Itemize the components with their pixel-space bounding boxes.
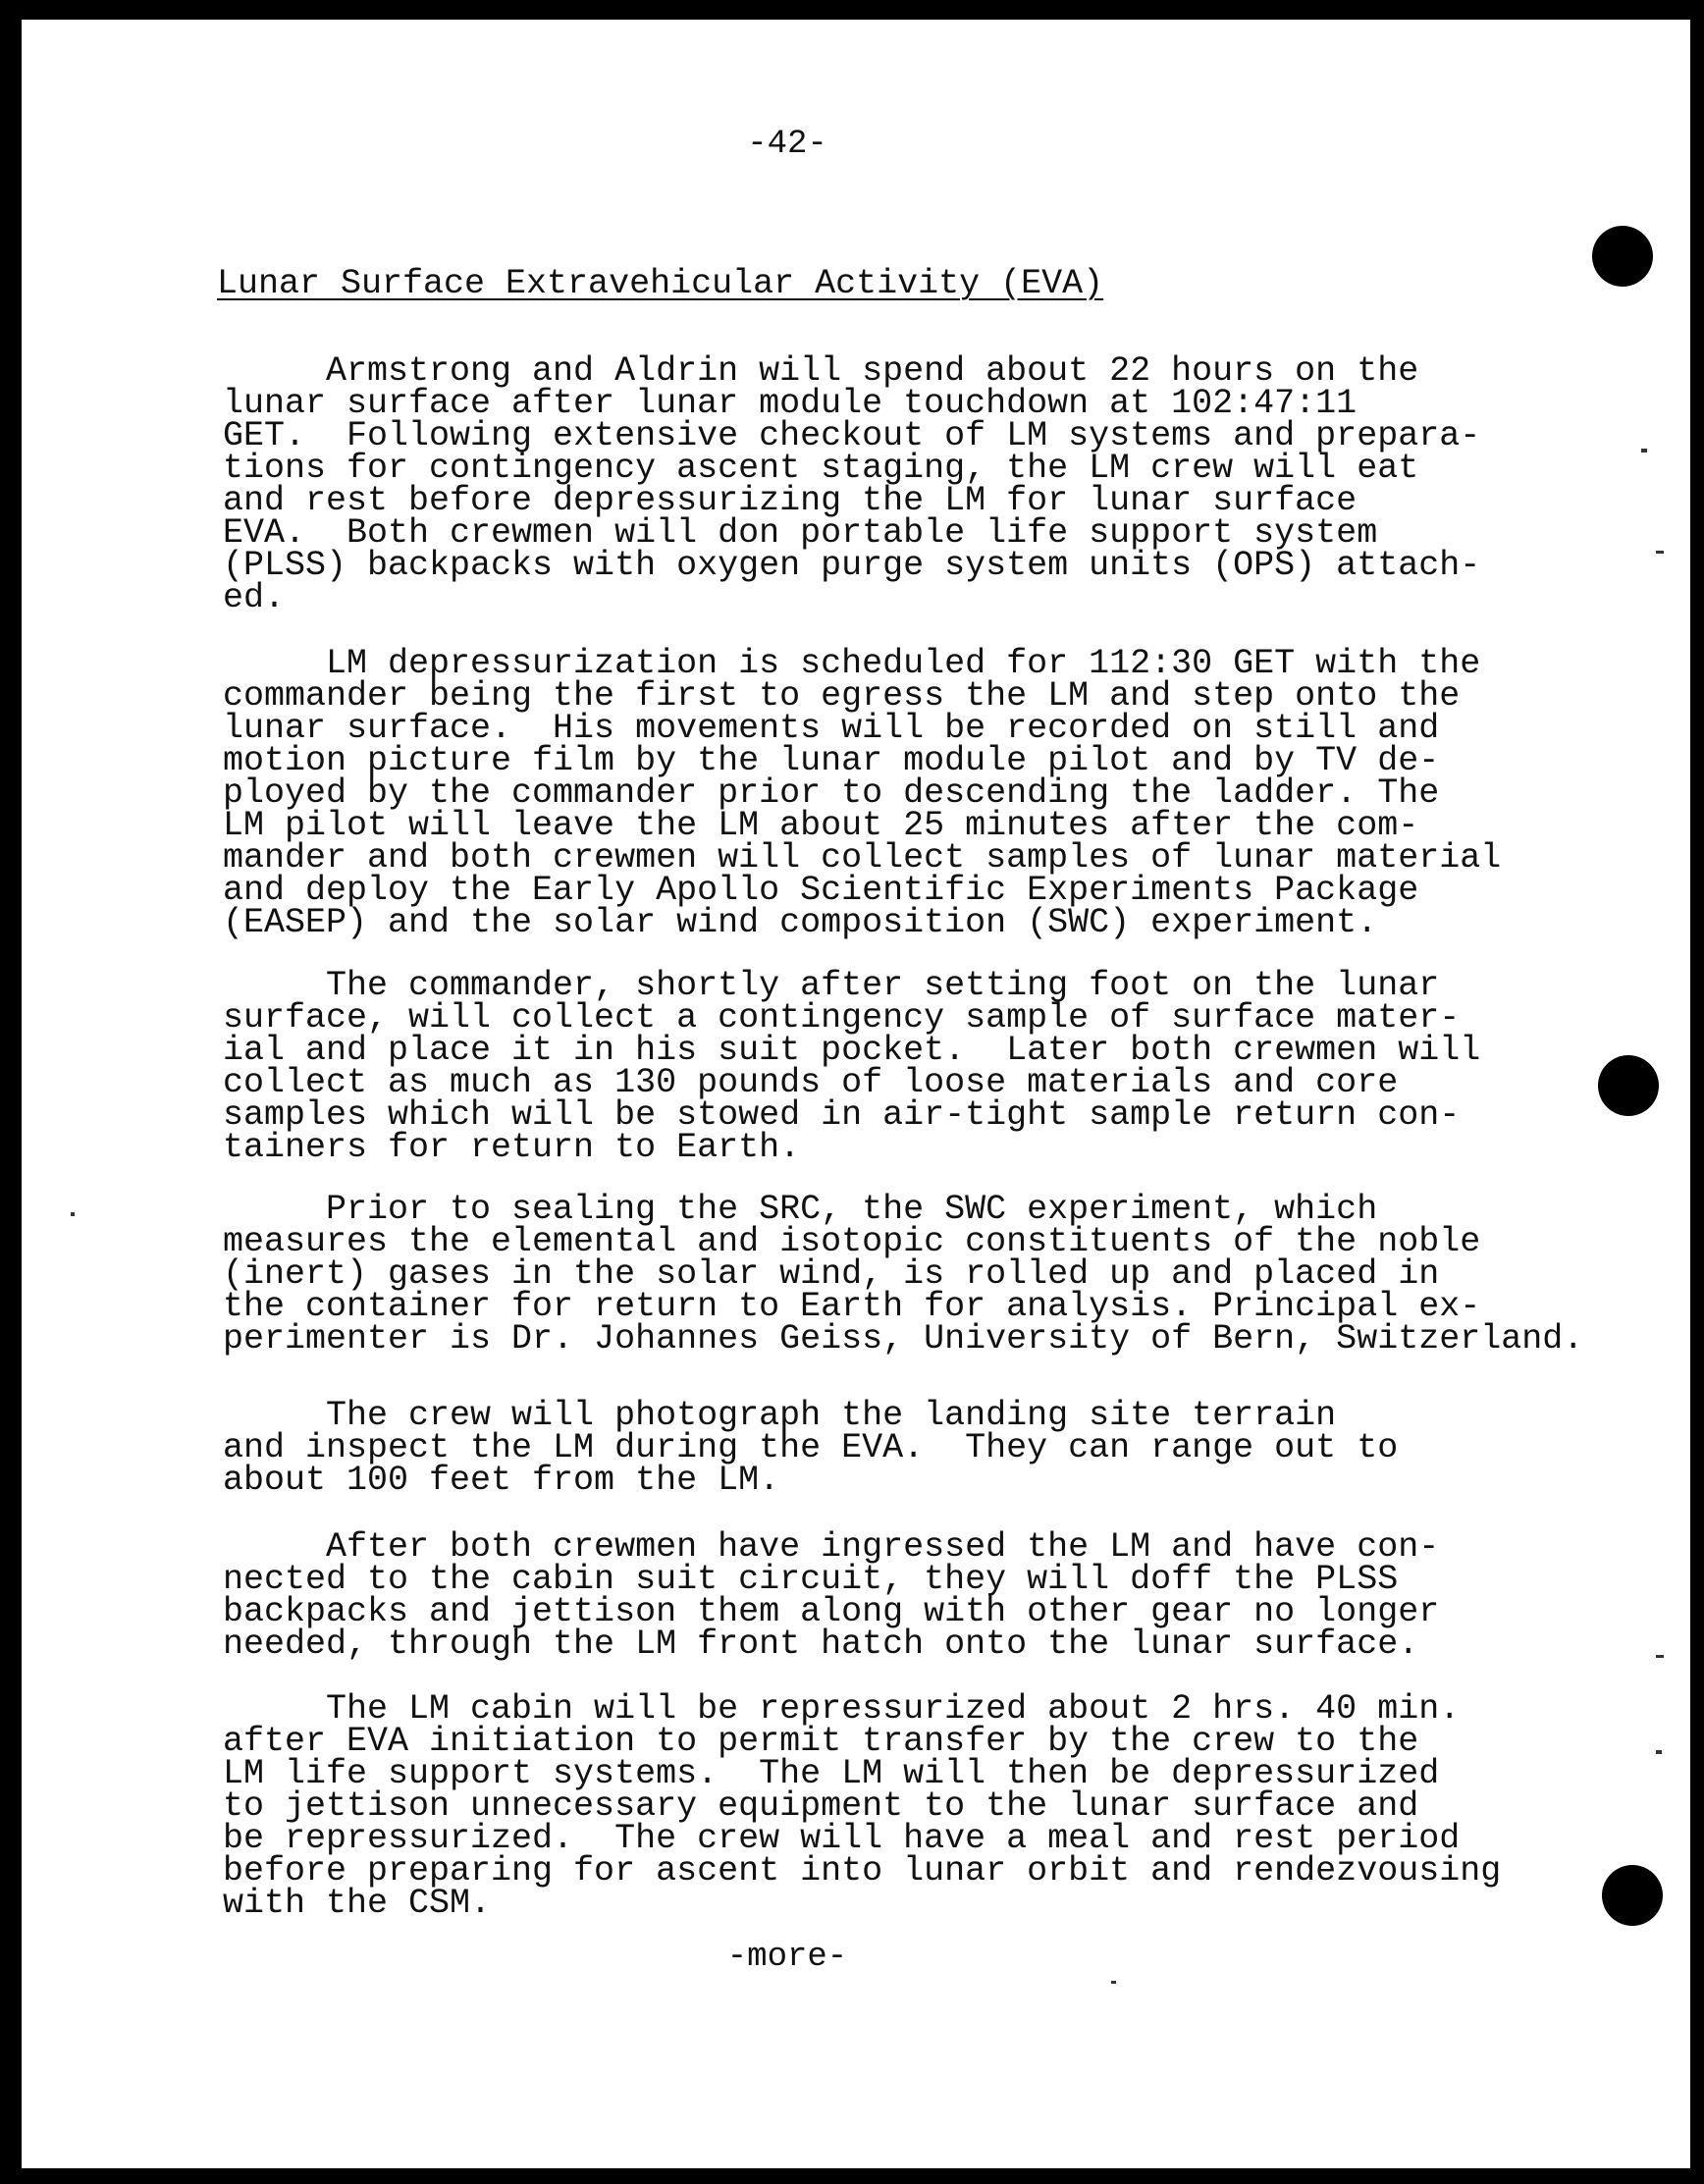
paragraph-4: Prior to sealing the SRC, the SWC experiment, which measures the elemental and isotopic constituents of the noble (inert) gases in the solar wind, is rolled up and placed in the container for return to Earth for analysis. Principal ex- perimenter is Dr. Johannes Geiss, University of Bern, Switzerland. bbox=[223, 1190, 1584, 1358]
paragraph-1: Armstrong and Aldrin will spend about 22 hours on the lunar surface after lunar module touchdown at 102:47:11 GET. Following extensive checkout of LM systems and prepara- tions for contingency ascent staging, the LM crew will eat and rest before depressurizing the LM for lunar surface EVA. Both crewmen will don portable life support system (PLSS) backpacks with oxygen purge system units (OPS) attach- ed. bbox=[223, 351, 1481, 617]
paragraph-5: The crew will photograph the landing site terrain and inspect the LM during the EVA. They can range out to about 100 feet from the LM. bbox=[223, 1396, 1399, 1500]
scan-speck bbox=[1656, 551, 1664, 554]
binder-hole-mark bbox=[1602, 1865, 1663, 1926]
binder-hole-mark bbox=[1598, 1055, 1659, 1116]
scan-speck bbox=[1111, 1981, 1116, 1984]
scan-speck bbox=[1641, 449, 1647, 453]
scan-speck bbox=[1656, 1750, 1662, 1754]
paragraph-6: After both crewmen have ingressed the LM and have con- nected to the cabin suit circuit, they will doff the PLSS backpacks and jettison them along with other gear no longer needed, through the LM front hatch onto the lunar surface. bbox=[223, 1527, 1440, 1664]
continuation-marker: -more- bbox=[726, 1939, 848, 1976]
scan-speck bbox=[71, 1212, 75, 1216]
section-heading: Lunar Surface Extravehicular Activity (EVA) bbox=[217, 264, 1104, 303]
binder-hole-mark bbox=[1592, 226, 1653, 287]
paragraph-7: The LM cabin will be repressurized about 2 hrs. 40 min. after EVA initiation to permit transfer by the crew to the LM life support systems. The LM will then be depressurized to jettison unnecessary equipment to the lunar surface and be repressurized. The crew will have a meal and rest period before preparing for ascent into lunar orbit and rendezvousing with the CSM. bbox=[223, 1689, 1502, 1923]
paragraph-3: The commander, shortly after setting foot on the lunar surface, will collect a contingency sample of surface mater- ial and place it in his suit pocket. Later both crewmen will collect as much as 130 pounds of loose materials and core samples which will be stowed in air-tight sample return con- tainers for return to Earth. bbox=[223, 966, 1481, 1167]
paragraph-2: LM depressurization is scheduled for 112:30 GET with the commander being the first to egress the LM and step onto the lunar surface. His movements will be recorded on still and motion picture film by the lunar module pilot and by TV de- ployed by the commander prior to descending the ladder. The LM pilot will leave the LM about 25 minutes after the com- mander and both crewmen will collect samples of lunar material and deploy the Early Apollo Scientific Experiments Package (EASEP) and the solar wind composition (SWC) experiment. bbox=[223, 644, 1502, 942]
page-number: -42- bbox=[747, 126, 827, 163]
scan-speck bbox=[1656, 1655, 1664, 1658]
